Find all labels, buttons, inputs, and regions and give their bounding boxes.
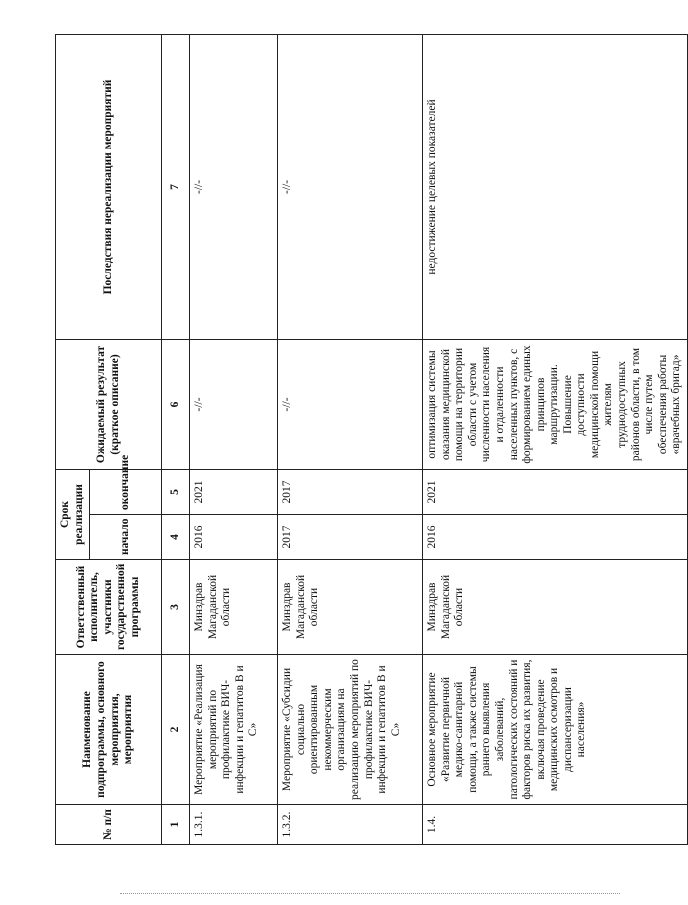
row-consequences: недостижение целевых показателей xyxy=(423,34,688,339)
row-result: -//- xyxy=(190,339,278,469)
row-num: 1.3.1. xyxy=(190,805,278,845)
column-number: 1 xyxy=(162,805,190,845)
header-name: Наименование подпрограммы, основного мероприятия, мероприятия xyxy=(56,655,162,805)
column-number: 4 xyxy=(162,515,190,560)
row-start: 2016 xyxy=(190,515,278,560)
row-start: 2016 xyxy=(423,515,688,560)
row-resp: Минздрав Магаданской области xyxy=(190,560,278,655)
scan-artifact-line xyxy=(120,893,620,894)
column-number: 2 xyxy=(162,655,190,805)
column-number: 6 xyxy=(162,339,190,469)
rotated-page xyxy=(55,35,683,845)
header-resp: Ответственный исполнитель, участники государственной программы xyxy=(56,560,162,655)
row-end: 2021 xyxy=(190,469,278,514)
row-resp: Минздрав Магаданской области xyxy=(278,560,423,655)
row-num: 1.4. xyxy=(423,805,688,845)
row-name: Мероприятие «Реализация мероприятий по профилактике ВИЧ-инфекции и гепатитов В и С» xyxy=(190,655,278,805)
program-table xyxy=(55,34,688,845)
row-resp: Минздрав Магаданской области xyxy=(423,560,688,655)
row-name: Мероприятие «Субсидии социально ориентированным некоммерческим организациям на реализацию мероприятий по профилактике ВИЧ-инфекции и гепатитов В и С» xyxy=(278,655,423,805)
header-start: начало xyxy=(90,515,162,560)
column-number: 3 xyxy=(162,560,190,655)
table-row xyxy=(190,34,278,844)
column-number: 7 xyxy=(162,34,190,339)
table-row xyxy=(278,34,423,844)
row-consequences: -//- xyxy=(190,34,278,339)
row-consequences: -//- xyxy=(278,34,423,339)
column-number: 5 xyxy=(162,469,190,514)
row-end: 2017 xyxy=(278,469,423,514)
header-consequences: Последствия нереализации мероприятий xyxy=(56,34,162,339)
row-name: Основное мероприятие «Развитие первичной медико-санитарной помощи, а также системы раннего выявления заболеваний, патологических состояний и факторов риска их развития, включая проведение медицинских осмотров и диспансеризации населения» xyxy=(423,655,688,805)
header-num: № п/п xyxy=(56,805,162,845)
header-term: Срок реализации xyxy=(56,469,90,559)
row-end: 2021 xyxy=(423,469,688,514)
header-row-1 xyxy=(56,34,90,844)
table-row xyxy=(423,34,688,844)
column-numbers-row xyxy=(162,34,190,844)
header-result: Ожидаемый результат (краткое описание) xyxy=(56,339,162,469)
row-num: 1.3.2. xyxy=(278,805,423,845)
row-start: 2017 xyxy=(278,515,423,560)
header-end: окончание xyxy=(90,469,162,514)
row-result: оптимизация системы оказания медицинской помощи на территории области с учетом численности населения и отдаленности населенных пунктов, с формированием единых принципов маршрутизации. Повышение доступности медицинской помощи жителям труднодоступных районов области, в том числе путем обеспечения работы «врачебных бригад» xyxy=(423,339,688,469)
row-result: -//- xyxy=(278,339,423,469)
